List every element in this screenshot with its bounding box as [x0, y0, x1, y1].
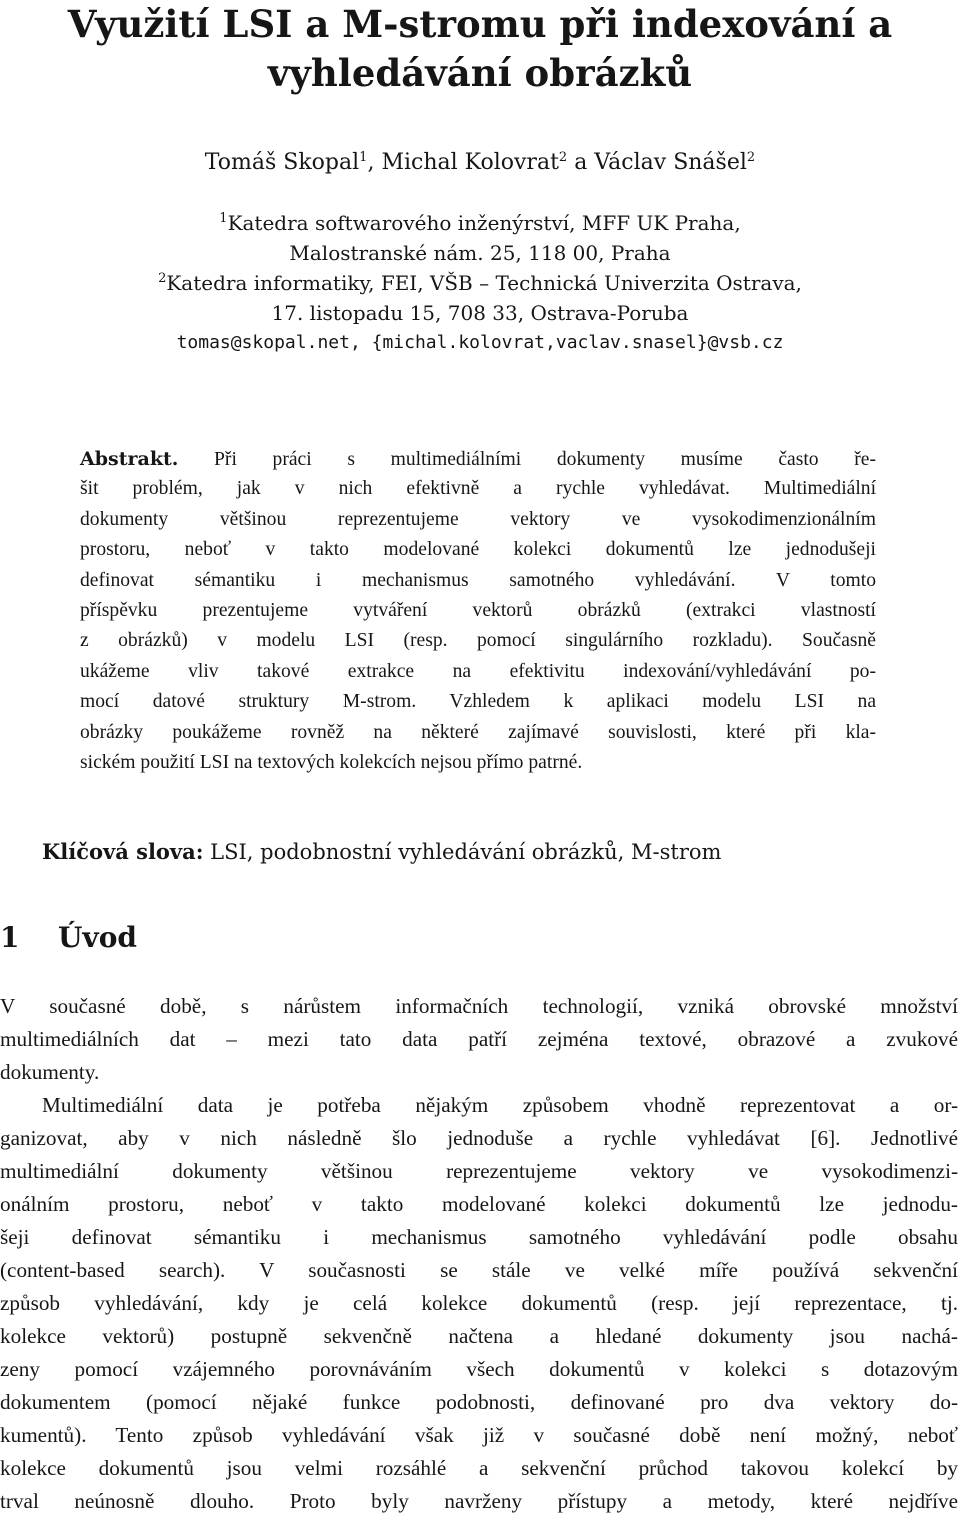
author-2: Michal Kolovrat [381, 150, 559, 175]
abstract-line [80, 444, 876, 474]
title-line-2: vyhledávání obrázků [267, 51, 693, 95]
section-heading [0, 916, 137, 960]
abstract-line: příspěvku prezentujeme vytváření vektorů obrázků (extrakci vlastností [80, 599, 876, 621]
abstract-label: Abstrakt. [80, 448, 179, 470]
body-line: (content-based search). V současnosti se stále ve velké míře používá sekvenční [0, 1258, 959, 1282]
body-line: kolekce dokumentů jsou velmi rozsáhlé a sekvenční průchod takovou kolekcí by [0, 1456, 959, 1480]
author-3-affil: 2 [746, 150, 756, 165]
body-line: ganizovat, aby v nich následně šlo jednoduše a rychle vyhledávat [6]. Jednotlivé [0, 1126, 959, 1150]
section-title: Úvod [58, 921, 137, 954]
abstract-line: dokumenty většinou reprezentujeme vektory ve vysokodimenzionálním [80, 508, 876, 530]
keywords [42, 836, 922, 868]
abstract [80, 444, 876, 778]
author-1: Tomáš Skopal [204, 150, 360, 175]
body-line: trval neúnosně dlouho. Proto byly navrženy přístupy a metody, které nejdříve [0, 1489, 958, 1513]
author-3: Václav Snášel [594, 150, 747, 175]
keywords-label: Klíčová slova: [42, 839, 204, 864]
body-line: onálním prostoru, neboť v takto modelované kolekci dokumentů lze jednodu- [0, 1192, 958, 1216]
affiliation-2-mark: 2 [158, 271, 167, 286]
title-line-1: Využití LSI a M-stromu při indexování a [67, 2, 893, 46]
abstract-line: z obrázků) v modelu LSI (resp. pomocí singulárního rozkladu). Současně [80, 630, 877, 652]
affiliation-2-line-2: 17. listopadu 15, 708 33, Ostrava-Poruba [271, 301, 689, 325]
body-line: multimediální dokumenty většinou reprezentujeme vektory ve vysokodimenzi- [0, 1159, 959, 1183]
affiliation-1-mark: 1 [219, 211, 228, 226]
body-line: Multimediální data je potřeba nějakým způsobem vhodně reprezentovat a or- [42, 1093, 959, 1117]
affiliation-1-line-2: Malostranské nám. 25, 118 00, Praha [289, 241, 671, 265]
section-number: 1 [0, 921, 20, 954]
abstract-line: mocí datové struktury M-strom. Vzhledem k aplikaci modelu LSI na [80, 691, 877, 713]
body-line: kumentů). Tento způsob vyhledávání však již v současné době není možný, neboť [0, 1423, 958, 1447]
body-line: kolekce vektorů) postupně sekvenčně načtena a hledané dokumenty jsou nachá- [0, 1324, 958, 1348]
author-separator: a [567, 150, 595, 175]
affiliation-1 [0, 208, 960, 238]
author-2-affil: 2 [558, 150, 568, 165]
affiliations [0, 208, 960, 358]
authors [0, 148, 960, 178]
abstract-line: sickém použití LSI na textových kolekcích nejsou přímo patrné. [80, 751, 583, 773]
abstract-line: obrázky poukážeme rovněž na některé zajímavé souvislosti, které při kla- [80, 721, 877, 743]
author-1-affil: 1 [359, 150, 368, 165]
body-line: V současné době, s nárůstem informačních technologií, vzniká obrovské množství [0, 994, 958, 1018]
body-line: dokumenty. [0, 1060, 100, 1084]
abstract-line: šit problém, jak v nich efektivně a rychle vyhledávat. Multimediální [80, 478, 877, 500]
author-emails: tomas@skopal.net, {michal.kolovrat,vaclav.snasel}@vsb.cz [176, 332, 784, 353]
abstract-line-text: Při práci s multimediálními dokumenty musíme často ře- [178, 449, 876, 470]
abstract-line: ukážeme vliv takové extrakce na efektivitu indexování/vyhledávání po- [80, 660, 876, 682]
body-line: zeny pomocí vzájemného porovnáváním všech dokumentů v kolekci s dotazovým [0, 1357, 958, 1381]
affiliation-2 [0, 268, 960, 298]
body-line: šeji definovat sémantiku i mechanismus samotného vyhledávání podle obsahu [0, 1225, 958, 1249]
keywords-text: LSI, podobnostní vyhledávání obrázků, M-strom [203, 840, 722, 864]
body-text [0, 990, 958, 1518]
abstract-line: prostoru, neboť v takto modelované kolekci dokumentů lze jednodušeji [80, 539, 876, 561]
author-separator: , [367, 150, 382, 175]
affiliation-2-line-1: Katedra informatiky, FEI, VŠB – Technická Univerzita Ostrava, [166, 271, 802, 295]
body-line: dokumentem (pomocí nějaké funkce podobnosti, definované pro dva vektory do- [0, 1390, 959, 1414]
body-line: multimediálních dat – mezi tato data patří zejména textové, obrazové a zvukové [0, 1027, 959, 1051]
body-line: způsob vyhledávání, kdy je celá kolekce dokumentů (resp. její reprezentace, tj. [0, 1291, 959, 1315]
affiliation-1-line-1: Katedra softwarového inženýrství, MFF UK Praha, [227, 211, 741, 235]
paper-title [0, 0, 960, 98]
abstract-line: definovat sémantiku i mechanismus samotného vyhledávání. V tomto [80, 569, 877, 591]
